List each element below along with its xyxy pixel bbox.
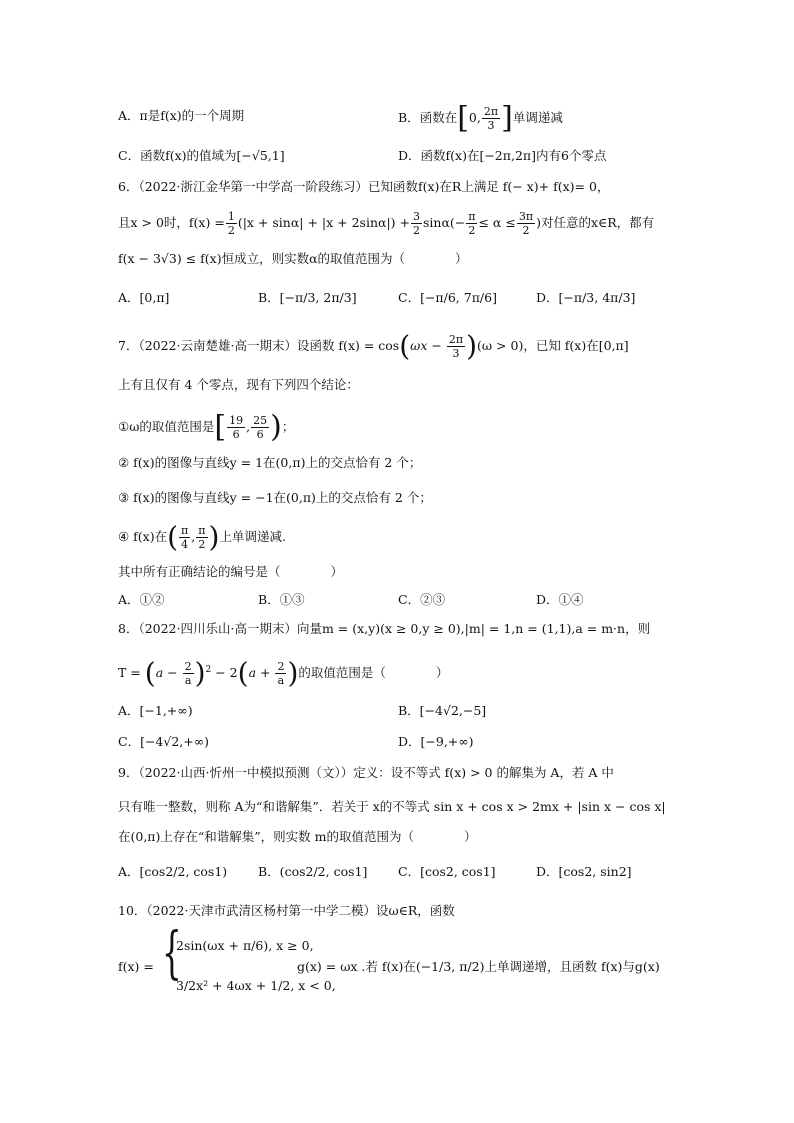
q7-stem-line2: 上有且仅有 4 个零点，现有下列四个结论： <box>118 377 359 392</box>
q7-option-d: D．①④ <box>536 592 584 607</box>
q10-fx-label: f(x) = <box>118 959 154 974</box>
q9-stem-line1: 9．（2022·山西·忻州一中模拟预测（文））定义：设不等式 f(x) > 0 的解集为 A，若 A 中 <box>118 765 614 780</box>
q10-stem-line1: 10．（2022·天津市武清区杨村第一中学二模）设ω∈R，函数 <box>118 903 455 918</box>
q7-conclusion-1: ①ω的取值范围是[ $\frac{19}{6}$ , $\frac{25}{6}$ )； <box>118 409 295 445</box>
q9-stem-line2: 只有唯一整数，则称 A为“和谐解集”．若关于 x的不等式 sin x + cos x > 2mx + |sin x − cos x| <box>118 799 666 814</box>
q7-stem-line1: 7．（2022·云南楚雄·高一期末）设函数 f(x) = cos(ωx − $\frac{2\pi}{3}$ )(ω > 0)，已知 f(x)在[0,π] <box>118 329 629 363</box>
q10-stem-line2: g(x) = ωx .若 f(x)在(−1/3, π/2)上单调递增，且函数 f(x)与g(x) <box>297 959 660 974</box>
q5-option-c: C．函数f(x)的值域为[−√5,1] <box>118 148 285 163</box>
q9-option-d: D．[cos2, sin2] <box>536 864 632 879</box>
q5-option-a: A．π是f(x)的一个周期 <box>118 108 245 123</box>
q9-option-a: A．[cos2/2, cos1) <box>118 864 228 879</box>
q7-option-a: A．①② <box>118 592 165 607</box>
q8-option-b: B．[−4√2,−5] <box>398 703 487 718</box>
q8-stem-line2: T = (a − $\frac{2}{a}$ )$^2$ − 2(a + $\frac{2}{a}$ )的取值范围是（ ） <box>118 656 449 690</box>
q6-option-a: A．[0,π] <box>118 290 170 305</box>
q7-question: 其中所有正确结论的编号是（ ） <box>118 564 344 579</box>
q6-stem-line2: 且x > 0时，f(x) = $\frac{1}{2}$ (|x + sinα| + |x + 2sinα|) + $\frac{3}{2}$ sinα(− $\frac{\pi}{2}$ ≤ α ≤ $\frac{3\pi}{2}$ )对任意的x∈R，都有 <box>118 210 655 237</box>
q9-stem-line3: 在(0,π)上存在“和谐解集”，则实数 m的取值范围为（ ） <box>118 829 477 844</box>
q6-stem-line3: f(x − 3√3) ≤ f(x)恒成立，则实数α的取值范围为（ ） <box>118 251 468 266</box>
q8-stem-line1: 8．（2022·四川乐山·高一期末）向量m = (x,y)(x ≥ 0,y ≥ 0),|m| = 1,n = (1,1),a = m·n，则 <box>118 621 651 636</box>
q7-conclusion-4: ④ f(x)在( $\frac{\pi}{4}$ , $\frac{\pi}{2}$ )上单调递减. <box>118 520 286 554</box>
q7-conclusion-3: ③ f(x)的图像与直线y = −1在(0,π)上的交点恰有 2 个； <box>118 490 432 505</box>
q10-piecewise-brace: { <box>162 921 182 986</box>
q8-option-d: D．[−9,+∞) <box>398 734 474 749</box>
q10-case-1: 2sin(ωx + π/6), x ≥ 0, <box>176 938 314 953</box>
q9-option-b: B．(cos2/2, cos1] <box>258 864 368 879</box>
q8-option-a: A．[−1,+∞) <box>118 703 193 718</box>
q10-case-2: 3/2x² + 4ωx + 1/2, x < 0, <box>176 978 336 993</box>
q9-option-c: C．[cos2, cos1] <box>398 864 496 879</box>
q7-option-c: C．②③ <box>398 592 446 607</box>
q7-option-b: B．①③ <box>258 592 305 607</box>
q6-option-c: C．[−π/6, 7π/6] <box>398 290 497 305</box>
q6-stem-line1: 6．（2022·浙江金华第一中学高一阶段练习）已知函数f(x)在R上满足 f(− x)+ f(x)= 0， <box>118 179 610 194</box>
q6-option-d: D．[−π/3, 4π/3] <box>536 290 636 305</box>
q5-option-b: B．函数在[0, $\frac{2\pi}{3}$ ]单调递减 <box>398 100 563 136</box>
q6-option-b: B．[−π/3, 2π/3] <box>258 290 357 305</box>
q7-conclusion-2: ② f(x)的图像与直线y = 1在(0,π)上的交点恰有 2 个； <box>118 455 422 470</box>
q8-option-c: C．[−4√2,+∞) <box>118 734 210 749</box>
q5-option-d: D．函数f(x)在[−2π,2π]内有6个零点 <box>398 148 607 163</box>
